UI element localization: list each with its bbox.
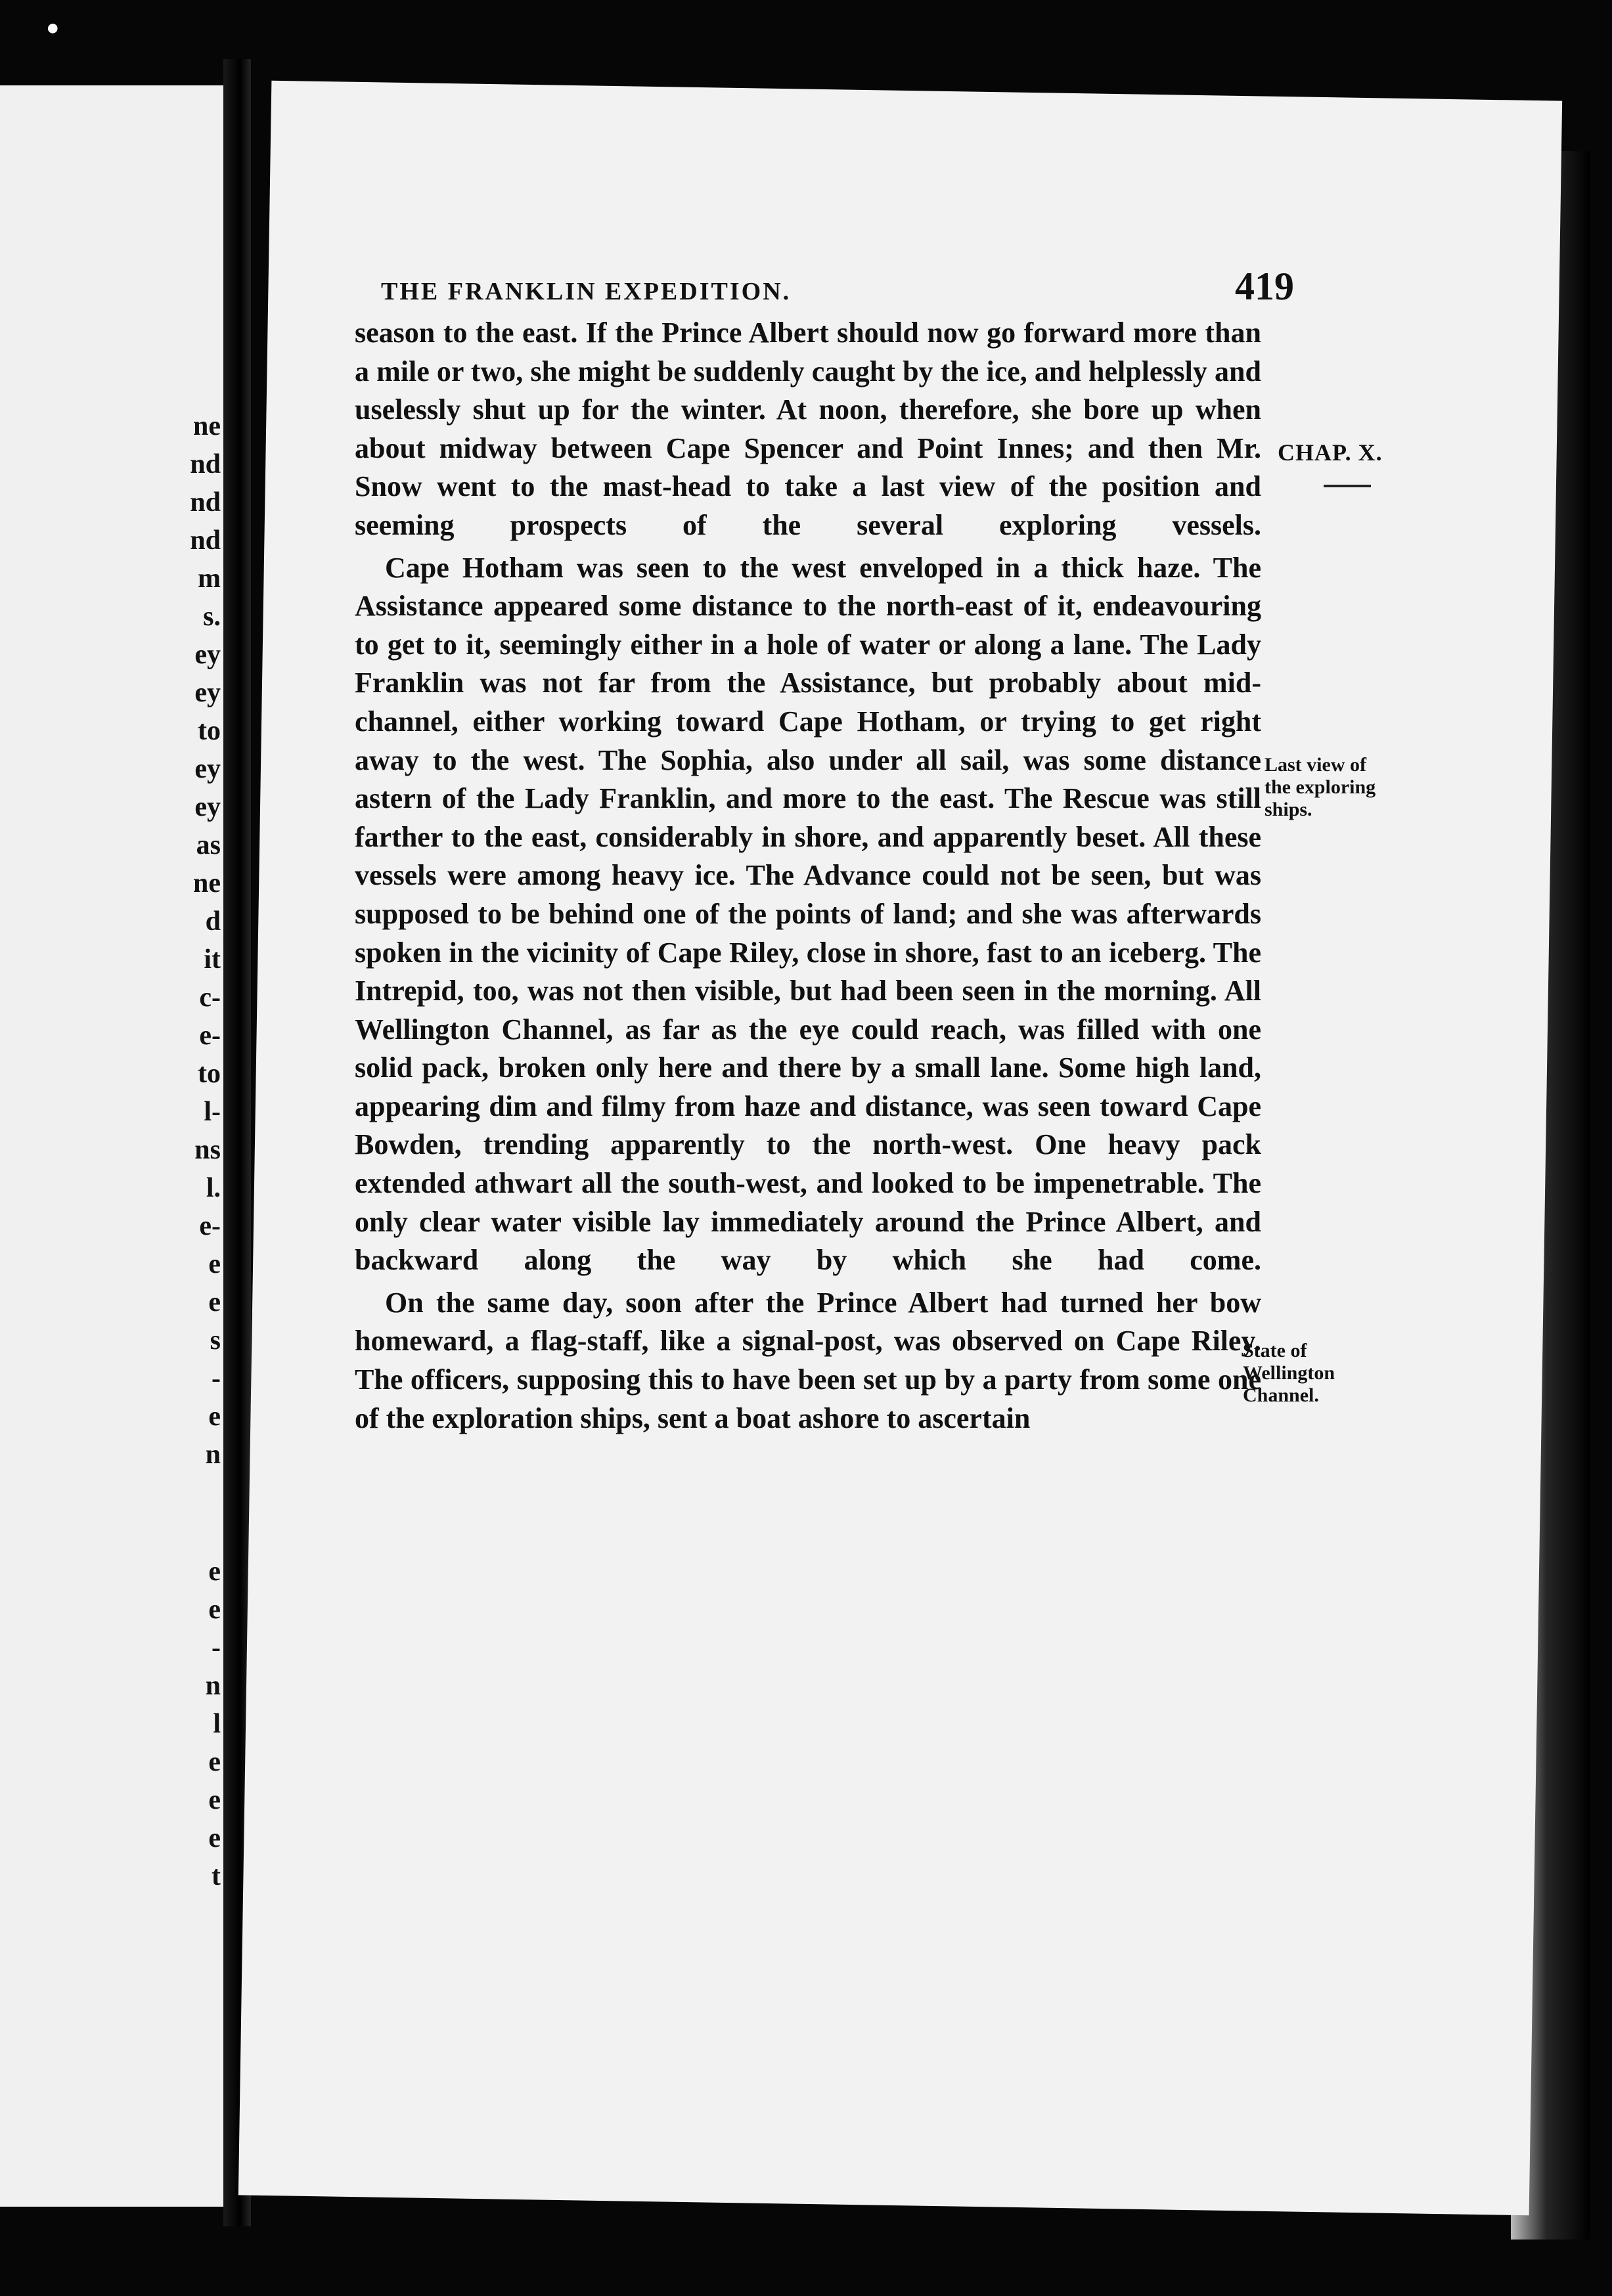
margin-note-line: State of (1243, 1340, 1307, 1361)
previous-page-fragment: nd (190, 449, 221, 479)
margin-note-line: ships. (1265, 799, 1312, 820)
chapter-marker: CHAP. X. (1278, 439, 1383, 466)
previous-page-fragment: - (212, 1633, 221, 1663)
previous-page-edge (0, 85, 230, 2207)
paragraph-2: Cape Hotham was seen to the west enveloped in a thick haze. The Assistance appeared some distance to the north-east of it, endeavouring to get to it, seemingly either in a hole of water or along a lane. The Lady Franklin was not far from the Assistance, but probably about mid-channel, either working toward Cape Hotham, or trying to get right away to the west. The Sophia, also under all sail, was some distance astern of the Lady Franklin, and more to the east. The Rescue was still farther to the east, considerably in shore, and apparently beset. All these vessels were among heavy ice. The Advance could not be seen, but was supposed to be behind one of the points of land; and she was afterwards spoken in the vicinity of Cape Riley, close in shore, fast to an iceberg. The Intrepid, too, was not then visible, but had been seen in the morning. All Wellington Channel, as far as the eye could reach, was filled with one solid pack, broken only here and there by a small lane. Some high land, appearing dim and filmy from haze and distance, was seen toward Cape Bowden, trending apparently to the north-west. One heavy pack extended athwart all the south-west, and looked to be impenetrable. The only clear water visible lay immediately around the Prince Albert, and backward along the way by which she had come. (355, 551, 1261, 1277)
previous-page-fragment: d (205, 906, 221, 937)
previous-page-fragment: e (208, 1823, 221, 1853)
previous-page-fragment: e (208, 1402, 221, 1432)
body-text (355, 314, 1261, 1442)
previous-page-fragment: c- (199, 982, 221, 1013)
previous-page-fragment: ne (193, 411, 221, 441)
previous-page-fragment: e (208, 1249, 221, 1279)
previous-page-fragment: to (198, 1059, 221, 1089)
previous-page-fragment: ey (194, 678, 221, 708)
paragraph-1: season to the east. If the Prince Albert should now go forward more than a mile or two, she might be suddenly caught by the ice, and helplessly and uselessly shut up for the winter. At noon, therefore, she bore up when about midway between Cape Spencer and Point Innes; and then Mr. Snow went to the mast-head to take a last view of the position and seeming prospects of the several exploring vessels. (355, 317, 1261, 541)
previous-page-fragment: t (212, 1861, 221, 1891)
previous-page-fragment: l. (206, 1173, 221, 1203)
previous-page-fragment: ne (193, 868, 221, 898)
page-number: 419 (1235, 265, 1294, 308)
previous-page-fragment: to (198, 716, 221, 746)
previous-page-fragment: l (213, 1709, 221, 1739)
previous-page-fragment: as (196, 830, 221, 860)
previous-page-fragment: m (198, 563, 221, 594)
previous-page-fragment: ey (194, 640, 221, 670)
margin-note-line: Last view of (1265, 754, 1366, 776)
previous-page-fragment: e (208, 1595, 221, 1625)
margin-note-wellington (1243, 1340, 1335, 1407)
previous-page-text-fragments (190, 407, 221, 1895)
previous-page-fragment: e (208, 1747, 221, 1777)
margin-note-line: Channel. (1243, 1384, 1319, 1406)
previous-page-fragment: nd (190, 487, 221, 518)
previous-page-fragment: e (208, 1556, 221, 1587)
previous-page-fragment: ey (194, 754, 221, 784)
previous-page-fragment: - (212, 1363, 221, 1394)
previous-page-fragment: e- (199, 1021, 221, 1051)
margin-note-line: Wellington (1243, 1362, 1335, 1384)
previous-page-fragment: n (205, 1671, 221, 1701)
previous-page-fragment: e (208, 1287, 221, 1317)
previous-page-fragment: s (210, 1325, 221, 1356)
previous-page-fragment: e (208, 1785, 221, 1815)
dust-speck: ● (46, 16, 60, 40)
previous-page-fragment: ey (194, 792, 221, 822)
previous-page-fragment (190, 1474, 221, 1553)
previous-page-fragment: s. (203, 602, 221, 632)
previous-page-fragment: e- (199, 1211, 221, 1241)
previous-page-fragment: ns (194, 1135, 221, 1165)
chapter-rule (1324, 485, 1371, 487)
previous-page-fragment: l- (204, 1097, 221, 1127)
margin-note-line: the exploring (1265, 776, 1376, 798)
paragraph-3: On the same day, soon after the Prince Albert had turned her bow homeward, a flag-staff, like a signal-post, was observed on Cape Riley. The officers, supposing this to have been set up by a party from some one of the exploration ships, sent a boat ashore to ascertain (355, 1286, 1261, 1434)
previous-page-fragment: nd (190, 525, 221, 556)
running-title: THE FRANKLIN EXPEDITION. (381, 278, 792, 305)
previous-page-fragment: it (204, 944, 221, 975)
previous-page-fragment: n (205, 1440, 221, 1470)
margin-note-last-view (1265, 754, 1376, 821)
